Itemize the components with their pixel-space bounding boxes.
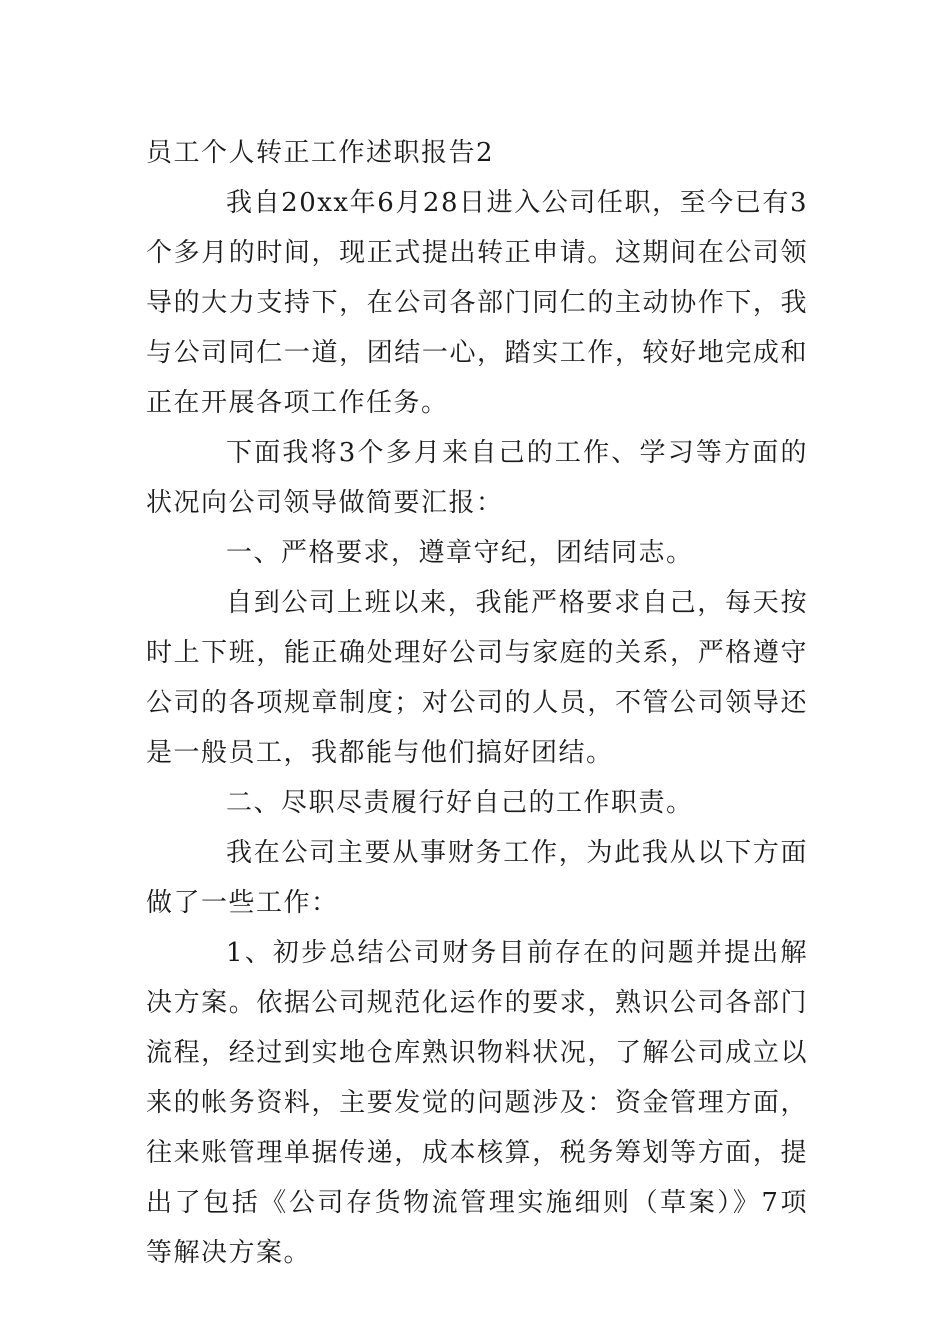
paragraph-report-overview: 下面我将3个多月来自己的工作、学习等方面的状况向公司领导做简要汇报： xyxy=(146,438,808,518)
document-body xyxy=(146,128,808,1278)
section-heading-1: 一、严格要求，遵章守纪，团结同志。 xyxy=(226,538,694,568)
paragraph-finance-work: 我在公司主要从事财务工作，为此我从以下方面做了一些工作： xyxy=(146,838,808,918)
paragraph-intro: 我自20xx年6月28日进入公司任职，至今已有3个多月的时间，现正式提出转正申请。这期间在公司领导的大力支持下，在公司各部门同仁的主动协作下，我与公司同仁一道，团结一心，踏实工作，较好地完成和正在开展各项工作任务。 xyxy=(146,188,808,418)
document-title: 员工个人转正工作述职报告2 xyxy=(146,138,495,168)
list-item-1: 1、初步总结公司财务目前存在的问题并提出解决方案。依据公司规范化运作的要求，熟识公司各部门流程，经过到实地仓库熟识物料状况，了解公司成立以来的帐务资料，主要发觉的问题涉及：资金管理方面，往来账管理单据传递，成本核算，税务筹划等方面，提出了包括《公司存货物流管理实施细则（草案）》7项等解决方案。 xyxy=(146,938,808,1268)
paragraph-discipline: 自到公司上班以来，我能严格要求自己，每天按时上下班，能正确处理好公司与家庭的关系，严格遵守公司的各项规章制度；对公司的人员，不管公司领导还是一般员工，我都能与他们搞好团结。 xyxy=(146,588,808,768)
section-heading-2: 二、尽职尽责履行好自己的工作职责。 xyxy=(226,788,694,818)
